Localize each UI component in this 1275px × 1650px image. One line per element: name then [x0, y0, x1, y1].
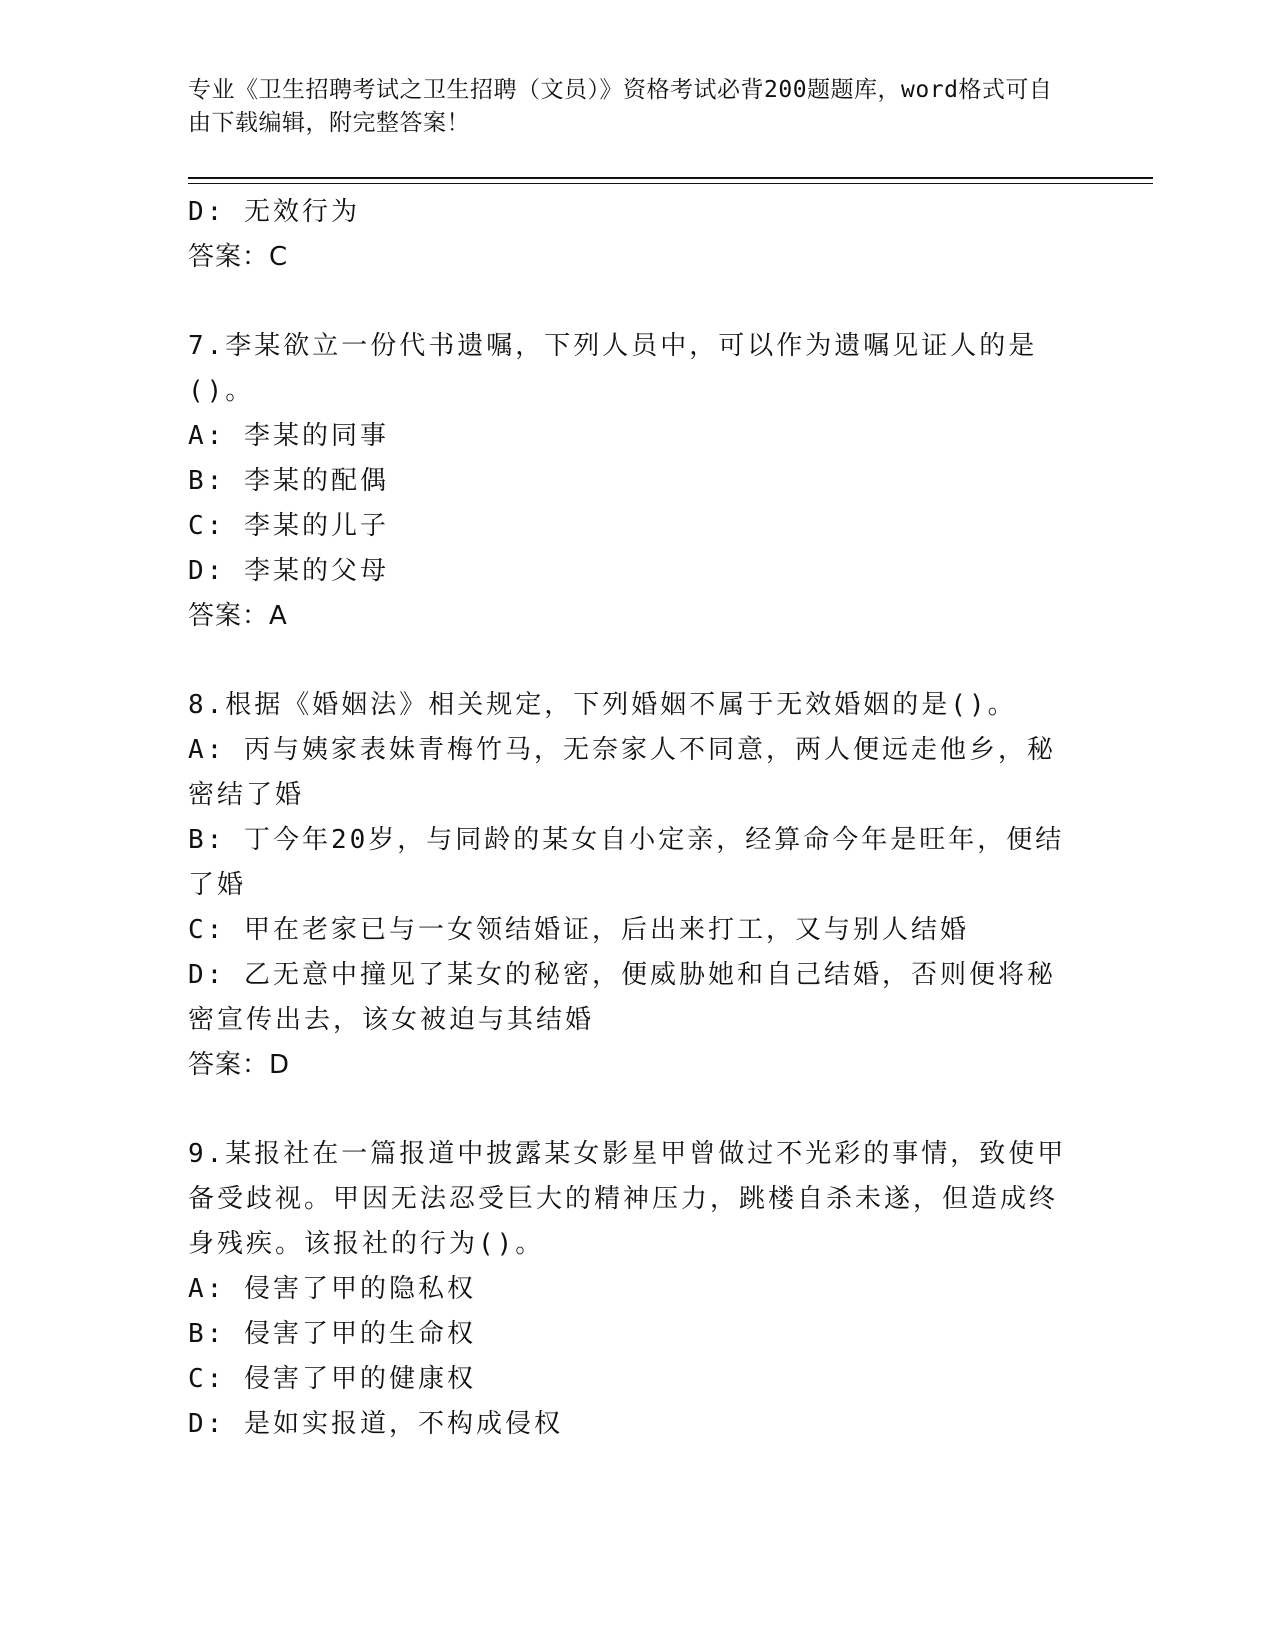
question-stem: 8.根据《婚姻法》相关规定，下列婚姻不属于无效婚姻的是()。: [188, 690, 1017, 720]
option-c: C: 侵害了甲的健康权: [188, 1364, 476, 1394]
question-stem: 7.李某欲立一份代书遗嘱，下列人员中，可以作为遗嘱见证人的是()。: [188, 331, 1038, 406]
option-b: B: 侵害了甲的生命权: [188, 1319, 476, 1349]
question-answer: 答案：D: [188, 1050, 291, 1080]
header-divider-thin: [188, 183, 1153, 184]
question-content: [188, 190, 1078, 1447]
option-c: C: 李某的儿子: [188, 511, 389, 541]
option-b: B: 李某的配偶: [188, 466, 389, 496]
spacer: [188, 1088, 1078, 1132]
spacer: [188, 280, 1078, 324]
prev-answer: 答案：C: [188, 242, 289, 272]
page-header: 专业《卫生招聘考试之卫生招聘（文员）》资格考试必背200题题库，word格式可自由下载编辑，附完整答案！: [188, 77, 1053, 136]
option-a: A: 侵害了甲的隐私权: [188, 1274, 476, 1304]
header-divider-thick: [188, 177, 1153, 179]
prev-option-d: D: 无效行为: [188, 197, 360, 227]
option-d: D: 李某的父母: [188, 556, 389, 586]
question-8: [188, 683, 1078, 1088]
question-stem: 9.某报社在一篇报道中披露某女影星甲曾做过不光彩的事情，致使甲备受歧视。甲因无法忍受巨大的精神压力，跳楼自杀未遂，但造成终身残疾。该报社的行为()。: [188, 1139, 1067, 1259]
option-a: A: 李某的同事: [188, 421, 389, 451]
question-9: [188, 1132, 1078, 1447]
question-7: [188, 324, 1078, 639]
option-c: C: 甲在老家已与一女领结婚证，后出来打工，又与别人结婚: [188, 915, 969, 945]
option-a: A: 丙与姨家表妹青梅竹马，无奈家人不同意，两人便远走他乡，秘密结了婚: [188, 735, 1056, 810]
option-d: D: 乙无意中撞见了某女的秘密，便威胁她和自己结婚，否则便将秘密宣传出去，该女被迫与其结婚: [188, 960, 1056, 1035]
option-d: D: 是如实报道，不构成侵权: [188, 1409, 563, 1439]
spacer: [188, 639, 1078, 683]
question-answer: 答案：A: [188, 601, 288, 631]
option-b: B: 丁今年20岁，与同龄的某女自小定亲，经算命今年是旺年，便结了婚: [188, 825, 1065, 900]
